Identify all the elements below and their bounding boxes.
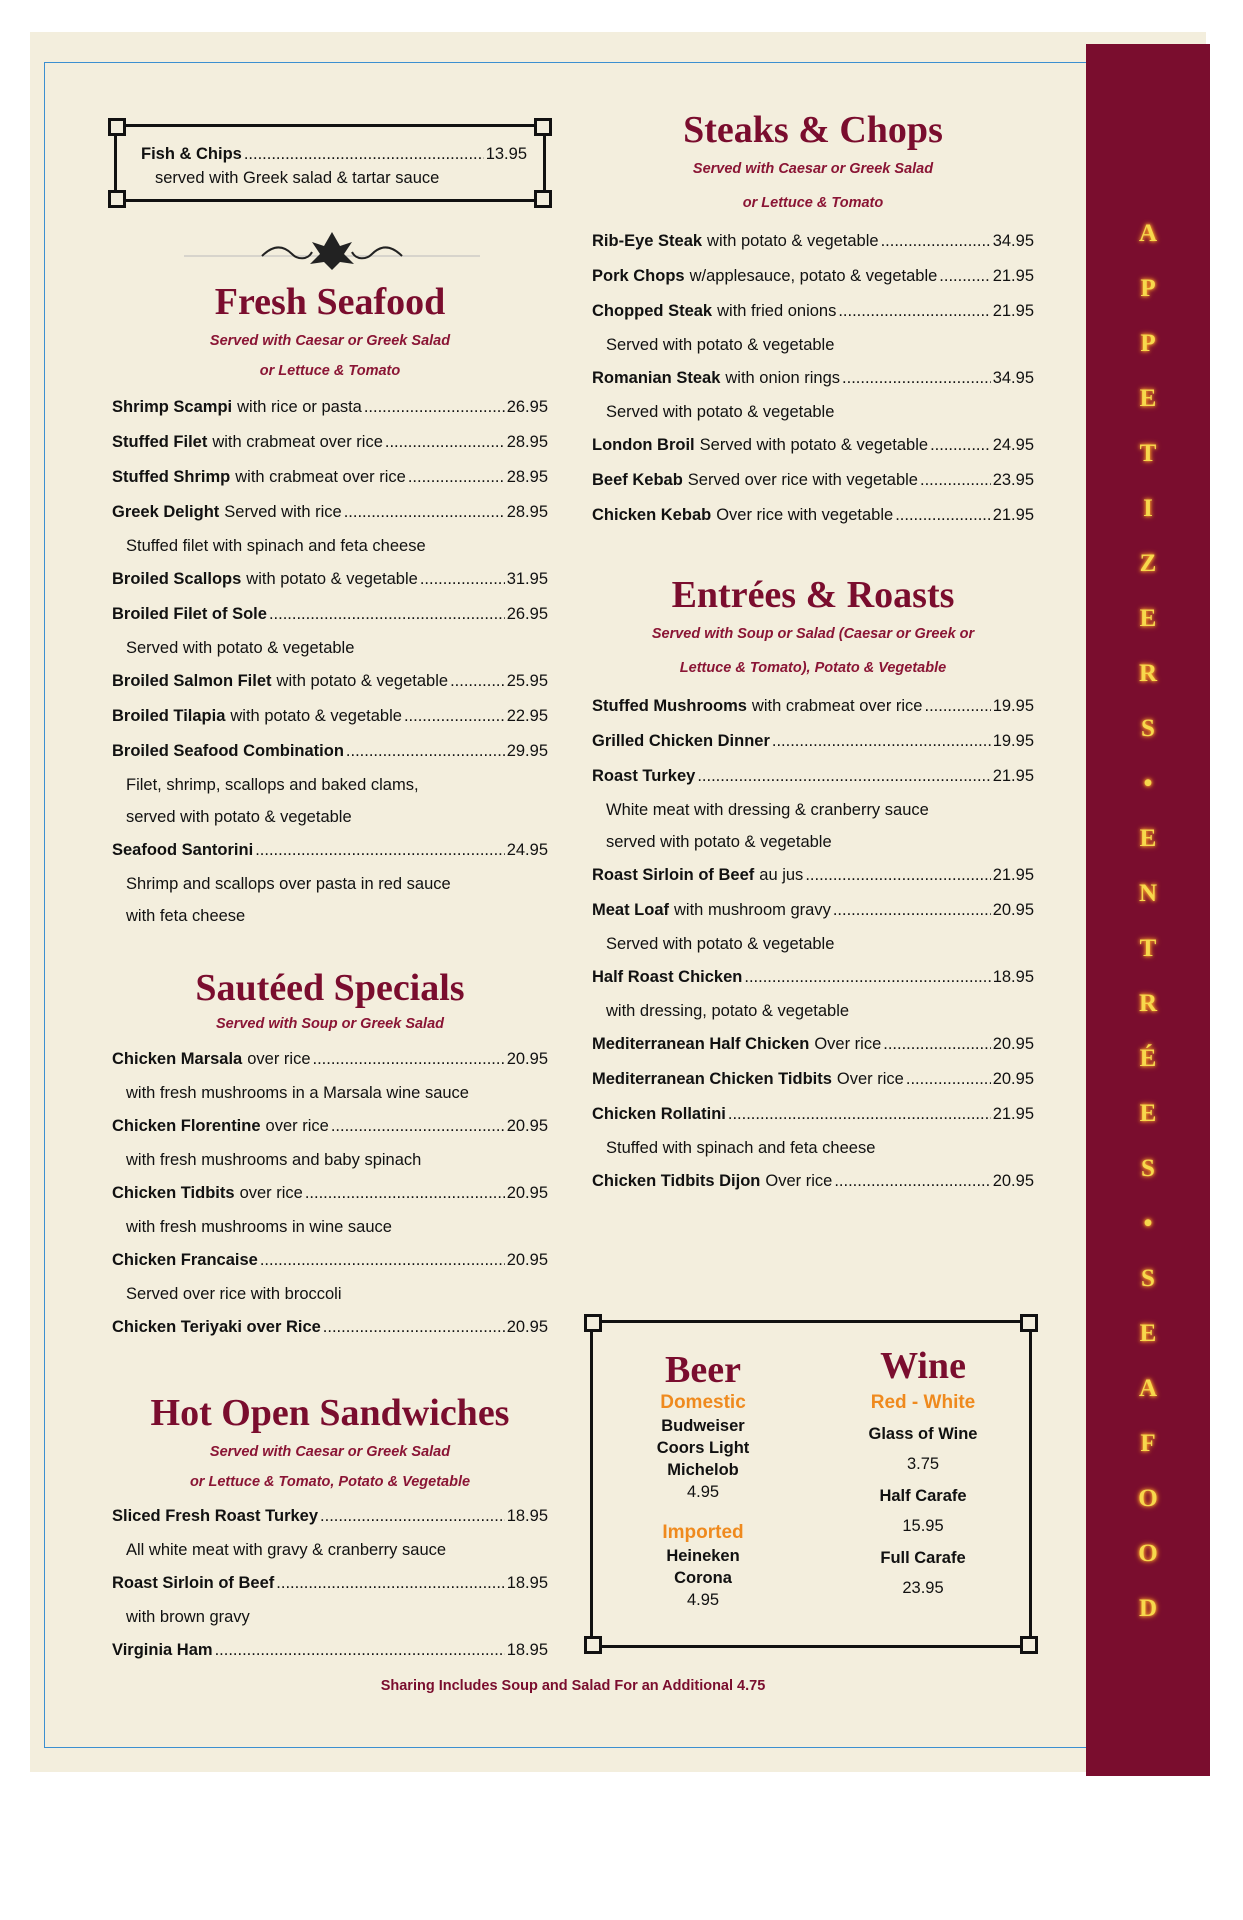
item-description: with mushroom gravy bbox=[674, 901, 831, 919]
sidebar-letter: S bbox=[1141, 715, 1155, 742]
item-name: Virginia Ham bbox=[112, 1641, 213, 1659]
item-name: Chicken Rollatini bbox=[592, 1105, 726, 1123]
item-description: Over rice bbox=[814, 1035, 882, 1053]
sidebar-letter: A bbox=[1138, 220, 1158, 247]
item-description: with rice or pasta bbox=[237, 398, 362, 416]
leader-dots bbox=[920, 463, 991, 498]
box-corner-ornament bbox=[584, 1314, 602, 1332]
leader-dots bbox=[320, 1499, 505, 1534]
section-fresh-seafood bbox=[112, 280, 548, 932]
leader-dots bbox=[834, 1164, 990, 1199]
menu-item bbox=[592, 259, 1034, 294]
item-list bbox=[112, 1499, 548, 1668]
item-price: 29.95 bbox=[506, 742, 548, 760]
item-name: Shrimp Scampi bbox=[112, 398, 233, 416]
sharing-note: Sharing Includes Soup and Salad For an Additional 4.75 bbox=[380, 1678, 766, 1694]
sidebar-letter: E bbox=[1139, 825, 1157, 852]
section-subtitle: Served with Caesar or Greek Salad bbox=[692, 161, 934, 177]
menu-item bbox=[112, 1042, 548, 1077]
leader-dots bbox=[728, 1097, 991, 1132]
item-note: with fresh mushrooms and baby spinach bbox=[126, 1151, 422, 1169]
menu-item bbox=[592, 224, 1034, 259]
section-title: Steaks & Chops bbox=[683, 109, 943, 151]
menu-item bbox=[592, 960, 1034, 995]
item-price: 34.95 bbox=[992, 232, 1034, 250]
sidebar-letter: • bbox=[1143, 770, 1153, 797]
item-list bbox=[112, 1042, 548, 1345]
item-description: Over rice with vegetable bbox=[716, 506, 894, 524]
item-name: Romanian Steak bbox=[592, 369, 721, 387]
section-hot-open-sandwiches bbox=[112, 1391, 548, 1668]
menu-item bbox=[592, 689, 1034, 724]
item-description: with crabmeat over rice bbox=[212, 433, 383, 451]
menu-item bbox=[112, 460, 548, 495]
leader-dots bbox=[313, 1042, 505, 1077]
leader-dots bbox=[255, 833, 505, 868]
item-note: with feta cheese bbox=[126, 907, 246, 925]
item-price: 21.95 bbox=[992, 866, 1034, 884]
wine-category: Red - White bbox=[870, 1392, 976, 1413]
menu-item bbox=[592, 1027, 1034, 1062]
beer-title: Beer bbox=[665, 1349, 741, 1391]
item-name: Chicken Francaise bbox=[112, 1251, 258, 1269]
menu-item bbox=[592, 893, 1034, 928]
sidebar-letter: P bbox=[1140, 275, 1156, 302]
menu-item bbox=[592, 1097, 1034, 1132]
leader-dots bbox=[697, 759, 990, 794]
item-name: Grilled Chicken Dinner bbox=[592, 732, 770, 750]
menu-item bbox=[112, 1243, 548, 1278]
leader-dots bbox=[939, 259, 990, 294]
menu-item bbox=[112, 1499, 548, 1534]
sidebar-letter: E bbox=[1139, 1320, 1157, 1347]
item-description: with potato & vegetable bbox=[230, 707, 402, 725]
menu-item bbox=[112, 425, 548, 460]
leader-dots bbox=[244, 142, 484, 166]
sidebar-letter: A bbox=[1138, 1375, 1158, 1402]
item-note: All white meat with gravy & cranberry sauce bbox=[126, 1541, 447, 1559]
item-name: Rib-Eye Steak bbox=[592, 232, 703, 250]
beer-domestic-list bbox=[623, 1415, 783, 1481]
menu-item bbox=[592, 1062, 1034, 1097]
section-title: Hot Open Sandwiches bbox=[150, 1392, 510, 1434]
menu-item bbox=[112, 390, 548, 425]
menu-item bbox=[141, 142, 527, 166]
wine-option-price: 3.75 bbox=[906, 1455, 940, 1473]
menu-item bbox=[112, 699, 548, 734]
item-note: with brown gravy bbox=[126, 1608, 250, 1626]
item-price: 18.95 bbox=[506, 1574, 548, 1592]
item-note: with fresh mushrooms in wine sauce bbox=[126, 1218, 392, 1236]
menu-item bbox=[592, 759, 1034, 794]
box-corner-ornament bbox=[584, 1636, 602, 1654]
item-description: with potato & vegetable bbox=[707, 232, 879, 250]
beer-domestic-price: 4.95 bbox=[686, 1483, 720, 1501]
item-description: w/applesauce, potato & vegetable bbox=[689, 267, 938, 285]
item-name: Mediterranean Half Chicken bbox=[592, 1035, 810, 1053]
box-corner-ornament bbox=[534, 190, 552, 208]
sidebar-letter: S bbox=[1141, 1155, 1155, 1182]
item-name: Fish & Chips bbox=[141, 145, 242, 163]
item-name: Pork Chops bbox=[592, 267, 685, 285]
fish-and-chips-box bbox=[114, 124, 546, 202]
item-note: served with potato & vegetable bbox=[126, 808, 352, 826]
item-note: with fresh mushrooms in a Marsala wine sauce bbox=[126, 1084, 469, 1102]
leader-dots bbox=[838, 294, 990, 329]
item-name: Stuffed Shrimp bbox=[112, 468, 231, 486]
item-price: 20.95 bbox=[506, 1184, 548, 1202]
leader-dots bbox=[276, 1566, 504, 1601]
item-note: Stuffed with spinach and feta cheese bbox=[606, 1139, 876, 1157]
item-price: 18.95 bbox=[992, 968, 1034, 986]
item-list bbox=[592, 689, 1034, 1199]
beer-name: Heineken bbox=[666, 1547, 740, 1565]
leader-dots bbox=[420, 562, 505, 597]
menu-item bbox=[112, 1109, 548, 1144]
item-description: Served with potato & vegetable bbox=[699, 436, 929, 454]
item-name: Broiled Tilapia bbox=[112, 707, 226, 725]
item-description: Over rice bbox=[765, 1172, 833, 1190]
leader-dots bbox=[883, 1027, 990, 1062]
wine-option-label: Full Carafe bbox=[880, 1549, 966, 1567]
leader-dots bbox=[331, 1109, 505, 1144]
item-price: 19.95 bbox=[992, 732, 1034, 750]
leader-dots bbox=[906, 1062, 991, 1097]
leader-dots bbox=[833, 893, 991, 928]
wine-option-label: Glass of Wine bbox=[868, 1425, 978, 1443]
leader-dots bbox=[344, 495, 505, 530]
item-price: 21.95 bbox=[992, 267, 1034, 285]
section-title: Sautéed Specials bbox=[195, 967, 465, 1009]
beer-name: Corona bbox=[674, 1569, 732, 1587]
leader-dots bbox=[404, 699, 505, 734]
item-price: 19.95 bbox=[992, 697, 1034, 715]
wine-title: Wine bbox=[880, 1345, 966, 1387]
item-description: with crabmeat over rice bbox=[235, 468, 406, 486]
beer-name: Budweiser bbox=[661, 1417, 745, 1435]
section-subtitle: or Lettuce & Tomato, Potato & Vegetable bbox=[189, 1474, 471, 1490]
menu-item bbox=[112, 1566, 548, 1601]
menu-item bbox=[112, 833, 548, 868]
item-note: served with potato & vegetable bbox=[606, 833, 832, 851]
item-note: with dressing, potato & vegetable bbox=[606, 1002, 850, 1020]
item-note: Served over rice with broccoli bbox=[126, 1285, 342, 1303]
leader-dots bbox=[881, 224, 991, 259]
item-price: 21.95 bbox=[992, 302, 1034, 320]
item-price: 20.95 bbox=[992, 1035, 1034, 1053]
beer-name: Coors Light bbox=[656, 1439, 750, 1457]
wine-option-price: 23.95 bbox=[902, 1579, 944, 1597]
section-subtitle: Served with Soup or Greek Salad bbox=[215, 1016, 445, 1032]
item-price: 28.95 bbox=[506, 503, 548, 521]
item-name: Roast Turkey bbox=[592, 767, 696, 785]
item-note: Shrimp and scallops over pasta in red sauce bbox=[126, 875, 451, 893]
item-price: 20.95 bbox=[506, 1050, 548, 1068]
beer-category-domestic: Domestic bbox=[660, 1392, 746, 1413]
menu-item bbox=[592, 428, 1034, 463]
beer-column bbox=[623, 1349, 783, 1611]
right-column bbox=[592, 108, 1034, 1199]
item-name: Roast Sirloin of Beef bbox=[112, 1574, 275, 1592]
item-price: 21.95 bbox=[992, 506, 1034, 524]
item-price: 34.95 bbox=[992, 369, 1034, 387]
item-price: 24.95 bbox=[992, 436, 1034, 454]
leader-dots bbox=[895, 498, 991, 533]
sidebar-letter: P bbox=[1140, 330, 1156, 357]
item-note: Served with potato & vegetable bbox=[606, 403, 835, 421]
menu-item bbox=[112, 597, 548, 632]
section-subtitle: Lettuce & Tomato), Potato & Vegetable bbox=[679, 660, 947, 676]
sidebar-letter: T bbox=[1139, 935, 1157, 962]
item-name: Half Roast Chicken bbox=[592, 968, 743, 986]
leader-dots bbox=[364, 390, 505, 425]
item-description: with potato & vegetable bbox=[276, 672, 449, 690]
item-note: White meat with dressing & cranberry sauce bbox=[606, 801, 929, 819]
item-description: with onion rings bbox=[725, 369, 841, 387]
leader-dots bbox=[924, 689, 990, 724]
leader-dots bbox=[215, 1633, 505, 1668]
item-price: 20.95 bbox=[992, 1070, 1034, 1088]
sidebar-letter: O bbox=[1138, 1540, 1158, 1567]
leader-dots bbox=[305, 1176, 505, 1211]
item-name: Chicken Teriyaki over Rice bbox=[112, 1318, 321, 1336]
section-steaks-chops bbox=[592, 108, 1034, 533]
item-note: Stuffed filet with spinach and feta cheese bbox=[126, 537, 426, 555]
sidebar-letter: E bbox=[1139, 1100, 1157, 1127]
menu-item bbox=[112, 1176, 548, 1211]
item-name: Roast Sirloin of Beef bbox=[592, 866, 755, 884]
leader-dots bbox=[842, 361, 991, 396]
sidebar-letter: E bbox=[1139, 605, 1157, 632]
sidebar-letter: R bbox=[1138, 990, 1158, 1017]
menu-item bbox=[592, 724, 1034, 759]
section-title: Entrées & Roasts bbox=[671, 574, 955, 616]
box-corner-ornament bbox=[108, 190, 126, 208]
leader-dots bbox=[805, 858, 990, 893]
sidebar-letter: • bbox=[1143, 1210, 1153, 1237]
item-list bbox=[112, 390, 548, 932]
sidebar-letter: É bbox=[1139, 1045, 1157, 1072]
section-entrees-roasts bbox=[592, 573, 1034, 1199]
section-subtitle: or Lettuce & Tomato bbox=[742, 195, 884, 211]
beverage-box bbox=[590, 1320, 1032, 1648]
beer-category-imported: Imported bbox=[662, 1522, 744, 1543]
item-price: 21.95 bbox=[992, 767, 1034, 785]
wine-options-list bbox=[833, 1423, 1013, 1599]
item-name: Chopped Steak bbox=[592, 302, 713, 320]
flourish-divider-icon bbox=[184, 224, 480, 274]
item-price: 20.95 bbox=[506, 1251, 548, 1269]
box-corner-ornament bbox=[534, 118, 552, 136]
sidebar-letter: Z bbox=[1139, 550, 1157, 577]
item-name: Broiled Scallops bbox=[112, 570, 242, 588]
item-price: 20.95 bbox=[992, 1172, 1034, 1190]
leader-dots bbox=[772, 724, 991, 759]
item-price: 22.95 bbox=[506, 707, 548, 725]
sidebar-letter: I bbox=[1143, 495, 1153, 522]
item-note: Served with potato & vegetable bbox=[606, 935, 835, 953]
menu-item bbox=[592, 858, 1034, 893]
item-price: 31.95 bbox=[506, 570, 548, 588]
item-description: au jus bbox=[759, 866, 804, 884]
item-price: 28.95 bbox=[506, 433, 548, 451]
item-note: served with Greek salad & tartar sauce bbox=[155, 169, 440, 187]
menu-item bbox=[112, 664, 548, 699]
item-name: Seafood Santorini bbox=[112, 841, 254, 859]
item-description: over rice bbox=[239, 1184, 303, 1202]
item-price: 13.95 bbox=[485, 145, 527, 163]
menu-item bbox=[592, 1164, 1034, 1199]
item-description: Served with rice bbox=[224, 503, 342, 521]
item-price: 20.95 bbox=[992, 901, 1034, 919]
item-name: Greek Delight bbox=[112, 503, 220, 521]
leader-dots bbox=[323, 1310, 505, 1345]
menu-item bbox=[112, 1633, 548, 1668]
item-price: 21.95 bbox=[992, 1105, 1034, 1123]
menu-item bbox=[592, 294, 1034, 329]
item-description: with potato & vegetable bbox=[246, 570, 418, 588]
item-name: Broiled Seafood Combination bbox=[112, 742, 344, 760]
menu-item bbox=[112, 734, 548, 769]
item-list bbox=[592, 224, 1034, 533]
leader-dots bbox=[408, 460, 505, 495]
item-price: 26.95 bbox=[506, 398, 548, 416]
sidebar-letter: E bbox=[1139, 385, 1157, 412]
section-sauteed-specials bbox=[112, 966, 548, 1345]
item-price: 24.95 bbox=[506, 841, 548, 859]
item-name: Beef Kebab bbox=[592, 471, 683, 489]
item-note: Filet, shrimp, scallops and baked clams, bbox=[126, 776, 419, 794]
section-title: Fresh Seafood bbox=[214, 281, 446, 323]
item-name: Stuffed Mushrooms bbox=[592, 697, 747, 715]
item-price: 23.95 bbox=[992, 471, 1034, 489]
item-name: Broiled Salmon Filet bbox=[112, 672, 272, 690]
item-description: Over rice bbox=[836, 1070, 904, 1088]
box-corner-ornament bbox=[1020, 1314, 1038, 1332]
menu-item bbox=[112, 495, 548, 530]
section-subtitle: Served with Caesar or Greek Salad bbox=[209, 333, 451, 349]
item-name: Chicken Tidbits bbox=[112, 1184, 235, 1202]
item-description: with crabmeat over rice bbox=[751, 697, 923, 715]
menu-item bbox=[592, 463, 1034, 498]
item-name: London Broil bbox=[592, 436, 695, 454]
leader-dots bbox=[930, 428, 991, 463]
box-corner-ornament bbox=[108, 118, 126, 136]
item-price: 26.95 bbox=[506, 605, 548, 623]
leader-dots bbox=[260, 1243, 505, 1278]
item-price: 18.95 bbox=[506, 1641, 548, 1659]
wine-column bbox=[833, 1345, 1013, 1599]
sidebar-letter: N bbox=[1138, 880, 1158, 907]
leader-dots bbox=[385, 425, 505, 460]
sidebar-letter: O bbox=[1138, 1485, 1158, 1512]
beer-name: Michelob bbox=[667, 1461, 739, 1479]
item-price: 18.95 bbox=[506, 1507, 548, 1525]
section-subtitle: Served with Caesar or Greek Salad bbox=[209, 1444, 451, 1460]
item-price: 28.95 bbox=[506, 468, 548, 486]
leader-dots bbox=[269, 597, 505, 632]
item-name: Broiled Filet of Sole bbox=[112, 605, 267, 623]
item-price: 25.95 bbox=[506, 672, 548, 690]
sidebar-letter: D bbox=[1138, 1595, 1158, 1622]
sidebar-letter: F bbox=[1140, 1430, 1156, 1457]
item-description: over rice bbox=[247, 1050, 311, 1068]
wine-option-price: 15.95 bbox=[902, 1517, 944, 1535]
section-subtitle: or Lettuce & Tomato bbox=[259, 363, 401, 379]
menu-item bbox=[592, 361, 1034, 396]
leader-dots bbox=[450, 664, 505, 699]
sidebar-letter: T bbox=[1139, 440, 1157, 467]
left-column bbox=[112, 280, 548, 1668]
item-name: Chicken Tidbits Dijon bbox=[592, 1172, 761, 1190]
item-note: Served with potato & vegetable bbox=[126, 639, 355, 657]
item-description: Served over rice with vegetable bbox=[687, 471, 918, 489]
leader-dots bbox=[346, 734, 505, 769]
menu-item bbox=[592, 498, 1034, 533]
item-name: Chicken Marsala bbox=[112, 1050, 243, 1068]
item-name: Mediterranean Chicken Tidbits bbox=[592, 1070, 832, 1088]
menu-item bbox=[112, 1310, 548, 1345]
item-price: 20.95 bbox=[506, 1318, 548, 1336]
sidebar-letter: R bbox=[1138, 660, 1158, 687]
beer-imported-price: 4.95 bbox=[686, 1591, 720, 1609]
sidebar-letter: S bbox=[1141, 1265, 1155, 1292]
item-name: Meat Loaf bbox=[592, 901, 670, 919]
menu-item bbox=[112, 562, 548, 597]
leader-dots bbox=[744, 960, 990, 995]
item-name: Chicken Kebab bbox=[592, 506, 712, 524]
item-description: with fried onions bbox=[717, 302, 837, 320]
wine-option-label: Half Carafe bbox=[879, 1487, 967, 1505]
sidebar-title bbox=[1086, 206, 1210, 1636]
beer-imported-list bbox=[623, 1545, 783, 1589]
item-price: 20.95 bbox=[506, 1117, 548, 1135]
item-name: Sliced Fresh Roast Turkey bbox=[112, 1507, 319, 1525]
item-note: Served with potato & vegetable bbox=[606, 336, 835, 354]
item-description: over rice bbox=[265, 1117, 329, 1135]
section-subtitle: Served with Soup or Salad (Caesar or Greek or bbox=[651, 626, 975, 642]
box-corner-ornament bbox=[1020, 1636, 1038, 1654]
item-name: Stuffed Filet bbox=[112, 433, 208, 451]
item-name: Chicken Florentine bbox=[112, 1117, 261, 1135]
